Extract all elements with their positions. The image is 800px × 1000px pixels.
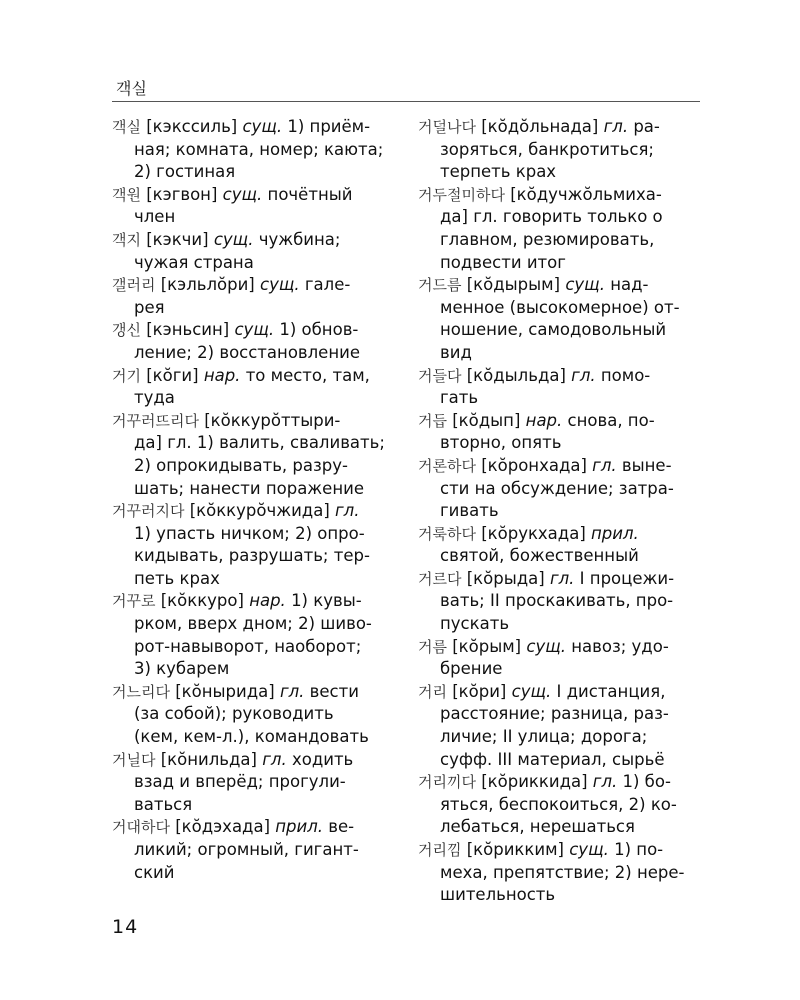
transcription: [кŏрым] bbox=[452, 636, 522, 656]
dictionary-entry bbox=[418, 568, 700, 636]
entry-first-line bbox=[112, 590, 394, 613]
definition-line: лебаться, нерешаться bbox=[440, 817, 635, 837]
headword: 거느리다 bbox=[112, 682, 170, 701]
definition-line: вать; II проскакивать, про- bbox=[440, 591, 674, 611]
definition-line: личие; II улица; дорога; bbox=[440, 727, 648, 747]
dictionary-entry bbox=[418, 116, 700, 184]
running-head: 객실 bbox=[116, 79, 147, 98]
entry-first-line bbox=[418, 523, 700, 546]
definition-line: 1) упасть ничком; 2) опро- bbox=[134, 523, 365, 543]
entry-first-line bbox=[418, 274, 700, 297]
definition-text: 1) обнов- bbox=[279, 320, 359, 340]
definition-line: да] гл. 1) валить, сваливать; bbox=[134, 433, 385, 453]
dictionary-entry bbox=[112, 229, 394, 274]
definition-line: ная; комната, номер; каюта; bbox=[134, 139, 384, 159]
definition-line: ление; 2) восстановление bbox=[134, 342, 360, 362]
definition-line: ликий; огромный, гигант- bbox=[134, 840, 359, 859]
headword: 거룩하다 bbox=[418, 524, 476, 543]
headword: 객실 bbox=[112, 118, 141, 136]
definition-line: расстояние; разница, раз- bbox=[440, 704, 669, 724]
definition-line: брение bbox=[440, 659, 503, 679]
definition-line: 2) гостиная bbox=[134, 162, 236, 182]
definition-line: подвести итог bbox=[440, 252, 566, 272]
headword: 갤러리 bbox=[112, 276, 156, 295]
dictionary-entry bbox=[112, 184, 394, 229]
transcription: [кэньсин] bbox=[146, 320, 230, 340]
headword: 객원 bbox=[112, 185, 141, 204]
definition-line: да] гл. говорить только о bbox=[440, 207, 663, 227]
headword: 거리끼다 bbox=[418, 773, 476, 792]
entry-first-line bbox=[418, 839, 700, 862]
headword: 거기 bbox=[112, 366, 141, 385]
dictionary-entry bbox=[418, 274, 700, 364]
entry-first-line bbox=[112, 184, 394, 207]
definition-text: над- bbox=[610, 275, 649, 295]
transcription: [кэгвон] bbox=[146, 184, 218, 204]
definition-line: гивать bbox=[440, 501, 499, 521]
dictionary-entry bbox=[112, 274, 394, 319]
entry-first-line bbox=[112, 274, 394, 297]
definition-line: сти на обсуждение; затра- bbox=[440, 478, 674, 498]
definition-line: терпеть крах bbox=[440, 162, 557, 182]
header-rule bbox=[112, 101, 700, 102]
transcription: [кŏриккида] bbox=[481, 772, 588, 792]
headword: 갱신 bbox=[112, 321, 141, 340]
part-of-speech: сущ. bbox=[569, 840, 609, 859]
definition-line: меха, препятствие; 2) нере- bbox=[440, 862, 685, 882]
entry-first-line bbox=[112, 816, 394, 839]
definition-line: 2) опрокидывать, разру- bbox=[134, 455, 348, 475]
transcription: [кŏдырым] bbox=[466, 275, 561, 295]
definition-text: I процежи- bbox=[579, 568, 675, 588]
entry-first-line bbox=[418, 365, 700, 388]
headword: 거두절미하다 bbox=[418, 185, 505, 204]
transcription: [кэльлŏри] bbox=[160, 275, 255, 295]
headword: 거꾸러뜨리다 bbox=[112, 411, 199, 430]
headword: 거덜나다 bbox=[418, 118, 476, 136]
definition-line: менное (высокомерное) от- bbox=[440, 297, 680, 317]
part-of-speech: гл. bbox=[592, 455, 617, 475]
definition-line: яться, беспокоиться, 2) ко- bbox=[440, 794, 677, 814]
part-of-speech: сущ. bbox=[260, 275, 300, 295]
transcription: [кэкссиль] bbox=[146, 117, 238, 136]
headword: 거르다 bbox=[418, 569, 462, 588]
definition-line: рея bbox=[134, 297, 165, 317]
dictionary-entry bbox=[112, 500, 394, 590]
headword: 거리 bbox=[418, 682, 447, 701]
headword: 거들다 bbox=[418, 366, 462, 385]
dictionary-entry bbox=[112, 681, 394, 749]
headword: 거꾸러지다 bbox=[112, 502, 185, 521]
dictionary-entry bbox=[418, 455, 700, 523]
entry-first-line bbox=[112, 500, 394, 523]
dictionary-entry bbox=[112, 365, 394, 410]
entry-first-line bbox=[418, 455, 700, 478]
definition-text: 1) приём- bbox=[287, 117, 371, 136]
entry-first-line bbox=[112, 365, 394, 388]
definition-text: помо- bbox=[600, 365, 651, 385]
definition-line: рот-навыворот, наоборот; bbox=[134, 636, 362, 656]
definition-line: взад и вперёд; прогули- bbox=[134, 772, 346, 792]
transcription: [кŏккуро] bbox=[160, 591, 244, 611]
definition-line: (за собой); руководить bbox=[134, 704, 334, 724]
part-of-speech: гл. bbox=[262, 749, 287, 769]
dictionary-entry bbox=[112, 116, 394, 184]
transcription: [кŏрикким] bbox=[466, 840, 564, 859]
definition-line: ношение, самодовольный bbox=[440, 320, 667, 340]
definition-text: ве- bbox=[328, 817, 355, 837]
part-of-speech: сущ. bbox=[565, 275, 605, 295]
dictionary-entry bbox=[418, 365, 700, 410]
part-of-speech: сущ. bbox=[526, 636, 566, 656]
definition-line: вторно, опять bbox=[440, 433, 562, 453]
dictionary-entry bbox=[418, 410, 700, 455]
definition-text: снова, по- bbox=[567, 410, 655, 430]
part-of-speech: сущ. bbox=[234, 320, 275, 340]
part-of-speech: гл. bbox=[549, 568, 575, 588]
definition-line: пускать bbox=[440, 614, 510, 634]
headword: 거름 bbox=[418, 637, 447, 656]
part-of-speech: сущ. bbox=[222, 184, 263, 204]
part-of-speech: нар. bbox=[525, 410, 563, 430]
definition-text: I дистанция, bbox=[556, 681, 666, 701]
definition-text: ходить bbox=[291, 749, 354, 769]
transcription: [кŏри] bbox=[452, 681, 507, 701]
page-number: 14 bbox=[112, 916, 139, 938]
definition-line: зоряться, банкротиться; bbox=[440, 139, 654, 159]
definition-text: гале- bbox=[304, 275, 351, 295]
dictionary-entry bbox=[418, 184, 700, 274]
entry-first-line bbox=[418, 410, 700, 433]
headword: 거듭 bbox=[418, 411, 447, 430]
transcription: [кŏрукхада] bbox=[481, 523, 586, 543]
transcription: [кŏронхада] bbox=[481, 455, 587, 475]
transcription: [кŏккурŏттыри- bbox=[204, 410, 341, 430]
entry-first-line bbox=[112, 749, 394, 772]
entry-first-line bbox=[112, 681, 394, 704]
definition-line: святой, божественный bbox=[440, 546, 639, 566]
transcription: [кŏдŏльнада] bbox=[481, 117, 599, 136]
definition-line: шать; нанести поражение bbox=[134, 478, 364, 498]
part-of-speech: сущ. bbox=[242, 117, 283, 136]
transcription: [кŏдэхада] bbox=[175, 817, 271, 837]
transcription: [кŏккурŏчжида] bbox=[189, 501, 330, 521]
part-of-speech: прил. bbox=[591, 523, 639, 543]
definition-line: суфф. III материал, сырьё bbox=[440, 749, 665, 769]
part-of-speech: гл. bbox=[335, 501, 360, 521]
transcription: [кŏдучжŏльмиха- bbox=[510, 184, 662, 204]
definition-line: чужая страна bbox=[134, 252, 254, 272]
definition-text: почётный bbox=[267, 184, 353, 204]
part-of-speech: нар. bbox=[249, 591, 286, 611]
definition-text: 1) бо- bbox=[622, 772, 671, 792]
definition-text: вести bbox=[309, 681, 359, 701]
headword: 객지 bbox=[112, 230, 141, 249]
part-of-speech: нар. bbox=[203, 365, 241, 385]
definition-text: то место, там, bbox=[245, 365, 370, 385]
entry-first-line bbox=[418, 568, 700, 591]
entry-first-line bbox=[418, 184, 700, 207]
definition-text: навоз; удо- bbox=[571, 636, 669, 656]
transcription: [кэкчи] bbox=[146, 229, 209, 249]
definition-line: гать bbox=[440, 388, 479, 408]
entry-first-line bbox=[418, 771, 700, 794]
headword: 거꾸로 bbox=[112, 592, 156, 611]
definition-line: кидывать, разрушать; тер- bbox=[134, 546, 370, 566]
headword: 거드름 bbox=[418, 276, 462, 295]
definition-line: ваться bbox=[134, 794, 193, 814]
dictionary-entry bbox=[418, 636, 700, 681]
definition-line: рком, вверх дном; 2) шиво- bbox=[134, 614, 372, 634]
definition-line: шительность bbox=[440, 885, 556, 905]
entry-first-line bbox=[418, 116, 700, 139]
part-of-speech: сущ. bbox=[511, 681, 552, 701]
part-of-speech: прил. bbox=[275, 817, 324, 837]
definition-text: выне- bbox=[621, 455, 672, 475]
part-of-speech: гл. bbox=[592, 772, 618, 792]
dictionary-entry bbox=[112, 319, 394, 364]
right-column bbox=[418, 116, 700, 907]
headword: 거리낌 bbox=[418, 841, 462, 859]
definition-line: ский bbox=[134, 862, 175, 882]
part-of-speech: гл. bbox=[603, 117, 629, 136]
dictionary-entry bbox=[112, 410, 394, 500]
definition-line: вид bbox=[440, 342, 472, 362]
entry-first-line bbox=[112, 410, 394, 433]
transcription: [кŏдып] bbox=[452, 410, 521, 430]
definition-line: главном, резюмировать, bbox=[440, 229, 655, 249]
part-of-speech: гл. bbox=[571, 365, 596, 385]
dictionary-entry bbox=[112, 816, 394, 884]
transcription: [кŏдыльда] bbox=[466, 365, 566, 385]
headword: 거론하다 bbox=[418, 456, 476, 475]
definition-line: петь крах bbox=[134, 568, 220, 588]
entry-first-line bbox=[112, 116, 394, 139]
transcription: [кŏрыда] bbox=[466, 568, 545, 588]
transcription: [кŏги] bbox=[146, 365, 199, 385]
definition-line: 3) кубарем bbox=[134, 659, 230, 679]
definition-text: чужбина; bbox=[258, 229, 341, 249]
transcription: [кŏнильда] bbox=[160, 749, 257, 769]
definition-line: (кем, кем-л.), командовать bbox=[134, 727, 369, 747]
dictionary-entry bbox=[418, 523, 700, 568]
entry-first-line bbox=[112, 319, 394, 342]
transcription: [кŏнырида] bbox=[175, 681, 275, 701]
part-of-speech: сущ. bbox=[213, 229, 254, 249]
entry-first-line bbox=[418, 681, 700, 704]
definition-line: член bbox=[134, 207, 176, 227]
dictionary-entry bbox=[418, 839, 700, 907]
dictionary-entry bbox=[112, 749, 394, 817]
entry-first-line bbox=[112, 229, 394, 252]
entry-first-line bbox=[418, 636, 700, 659]
headword: 거닐다 bbox=[112, 750, 156, 769]
headword: 거대하다 bbox=[112, 818, 170, 837]
left-column bbox=[112, 116, 394, 884]
dictionary-entry bbox=[418, 771, 700, 839]
definition-text: 1) кувы- bbox=[291, 591, 362, 611]
definition-text: 1) по- bbox=[614, 840, 664, 859]
dictionary-entry bbox=[112, 590, 394, 680]
definition-text: ра- bbox=[633, 117, 660, 136]
dictionary-entry bbox=[418, 681, 700, 771]
part-of-speech: гл. bbox=[279, 681, 305, 701]
definition-line: туда bbox=[134, 388, 175, 408]
